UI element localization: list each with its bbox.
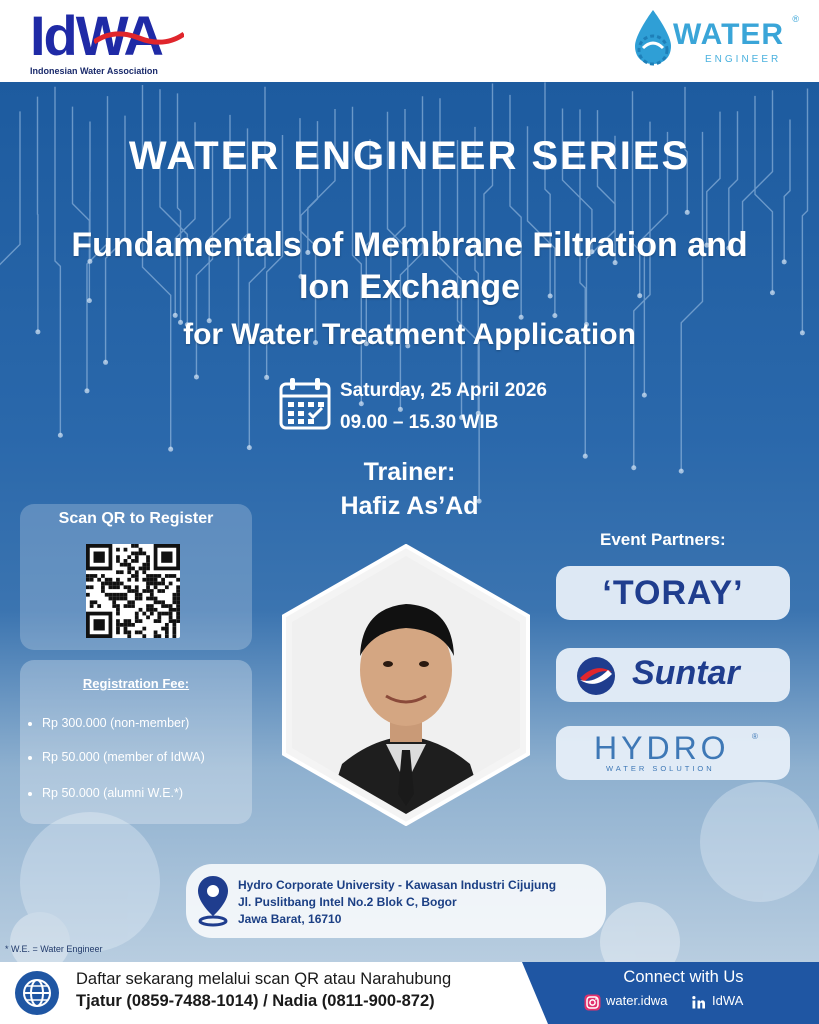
registered-mark: ® [792,14,799,24]
we-logo-subtitle: ENGINEER [705,54,782,65]
bullet [28,792,32,796]
fee-item-text: Rp 50.000 (alumni W.E.*) [42,786,184,800]
event-subtitle: for Water Treatment Application [183,318,636,351]
qr-title: Scan QR to Register [58,510,214,527]
connect-title: Connect with Us [623,968,744,986]
partner-hydro[interactable] [556,726,790,780]
location-pin-icon [196,874,230,928]
footnote: * W.E. = Water Engineer [5,944,103,954]
event-title [0,224,819,308]
fee-item-text: Rp 300.000 (non-member) [42,716,190,730]
location-line-3: Jawa Barat, 16710 [238,912,342,926]
suntar-logo-icon [576,656,616,696]
qr-code-image [86,544,180,638]
fee-title: Registration Fee: [82,676,190,691]
footer-cta: Daftar sekarang melalui scan QR atau Narahubung [76,970,452,988]
fee-item [28,716,189,730]
we-logo-title: WATER [673,18,785,51]
hydro-logo-subtitle: WATER SOLUTION [606,764,715,773]
location-line-2: Jl. Puslitbang Intel No.2 Blok C, Bogor [238,895,457,909]
top-header [0,0,819,82]
bullet [28,722,32,726]
event-date: Saturday, 25 April 2026 [340,380,547,401]
location-line-1: Hydro Corporate University - Kawasan Industri Cijujung [238,878,557,892]
event-title-line-2: Ion Exchange [298,268,521,306]
calendar-icon [278,376,332,432]
partner-suntar[interactable] [556,648,790,702]
trainer-name: Hafiz As’Ad [340,492,479,520]
globe-icon [14,970,60,1016]
registration-fee-card [20,660,252,824]
water-engineer-logo[interactable] [631,6,801,72]
event-title-line-1: Fundamentals of Membrane Filtration and [71,226,748,264]
series-title: WATER ENGINEER SERIES [128,134,691,178]
location-card [186,864,606,938]
fee-item [28,786,183,800]
partners-label: Event Partners: [600,530,726,549]
wave-icon [94,28,184,48]
bullet [28,756,32,760]
idwa-logo-mark: IdWA [30,4,162,67]
idwa-tagline: Indonesian Water Association [30,66,158,76]
partner-toray[interactable] [556,566,790,620]
linkedin-icon[interactable] [690,994,707,1011]
linkedin-handle[interactable]: IdWA [712,993,744,1008]
toray-logo-text: ‘TORAY’ [602,574,744,612]
instagram-icon[interactable] [584,994,601,1011]
suntar-logo-text: Suntar [632,654,740,692]
qr-register-card [20,504,252,650]
fee-item [28,750,205,764]
footer [0,962,819,1024]
idwa-logo[interactable] [30,4,180,78]
trainer-label: Trainer: [363,458,456,486]
event-time: 09.00 – 15.30 WIB [340,412,499,433]
qr-code[interactable] [86,544,180,638]
poster-background [0,82,819,962]
fee-item-text: Rp 50.000 (member of IdWA) [42,750,205,764]
footer-contacts[interactable]: Tjatur (0859-7488-1014) / Nadia (0811-900-872) [76,992,435,1010]
instagram-handle[interactable]: water.idwa [606,993,668,1008]
trainer-photo [282,544,530,826]
water-drop-icon [631,8,675,66]
hydro-logo-text: HYDRO [594,730,730,766]
connect-panel [548,962,819,1024]
registered-mark: ® [752,732,758,741]
